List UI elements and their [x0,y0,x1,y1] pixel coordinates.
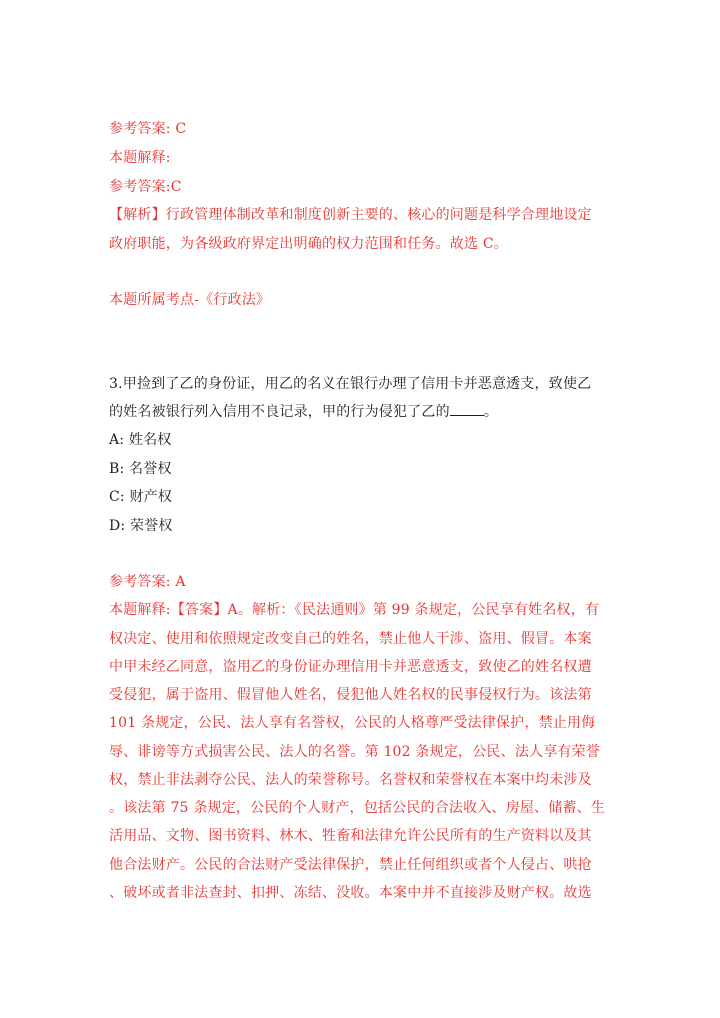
q3-option-a: A: 姓名权 [109,432,172,448]
q3-explain-label: 本题解释: [109,602,171,618]
q3-stem-line: 3.甲捡到了乙的身份证，用乙的名义在银行办理了信用卡并恶意透支，致使乙 [109,376,592,392]
q2-answer-label: 参考答案: C [109,121,187,137]
q3-stem-line-2 [109,402,498,422]
q3-answer-label: 参考答案: A [109,574,186,590]
q3-explanation-line: 、破坏或者非法查封、扣押、冻结、没收。本案中并不直接涉及财产权。故选 [109,885,592,901]
q2-explanation-line: 政府职能，为各级政府界定出明确的权力范围和任务。故选 C。 [109,236,508,252]
q3-explanation-line: 。该法第 75 条规定，公民的个人财产，包括公民的合法收入、房屋、储蓄、生 [109,800,606,816]
q3-explanation-line: 活用品、文物、图书资料、林木、牲畜和法律允许公民所有的生产资料以及其 [109,828,592,844]
q2-topic: 本题所属考点-《行政法》 [109,292,271,308]
q3-explanation-line: 他合法财产。公民的合法财产受法律保护，禁止任何组织或者个人侵占、哄抢 [109,857,592,873]
q2-answer-label-2: 参考答案:C [109,179,182,195]
q3-option-d: D: 荣誉权 [109,518,173,534]
q3-option-b: B: 名誉权 [109,461,172,477]
q3-explanation-line: 权决定、使用和依照规定改变自己的姓名，禁止他人干涉、盗用、假冒。本案 [109,631,592,647]
answer-blank [450,402,484,416]
q3-stem-text: 的姓名被银行列入信用不良记录，甲的行为侵犯了乙的 [109,404,450,420]
q3-stem-end: 。 [483,404,499,420]
q3-explanation-line: 权，禁止非法剥夺公民、法人的荣誉称号。名誉权和荣誉权在本案中均未涉及 [109,772,592,788]
q3-option-c: C: 财产权 [109,489,173,505]
q3-explanation-line: 辱、诽谤等方式损害公民、法人的名誉。第 102 条规定，公民、法人享有荣誉 [109,744,601,760]
q3-explanation-line: 101 条规定，公民、法人享有名誉权，公民的人格尊严受法律保护，禁止用侮 [109,715,596,731]
q3-explanation-line: 中甲未经乙同意，盗用乙的身份证办理信用卡并恶意透支，致使乙的姓名权遭 [109,659,592,675]
q3-explanation-first-line [109,600,599,620]
q3-explanation-line: 【答案】A。解析：《民法通则》第 99 条规定，公民享有姓名权，有 [170,602,600,618]
q2-explain-label: 本题解释: [109,150,171,166]
q2-explanation-line: 【解析】行政管理体制改革和制度创新主要的、核心的问题是科学合理地设定 [109,207,592,223]
q3-explanation-line: 受侵犯，属于盗用、假冒他人姓名，侵犯他人姓名权的民事侵权行为。该法第 [109,687,592,703]
